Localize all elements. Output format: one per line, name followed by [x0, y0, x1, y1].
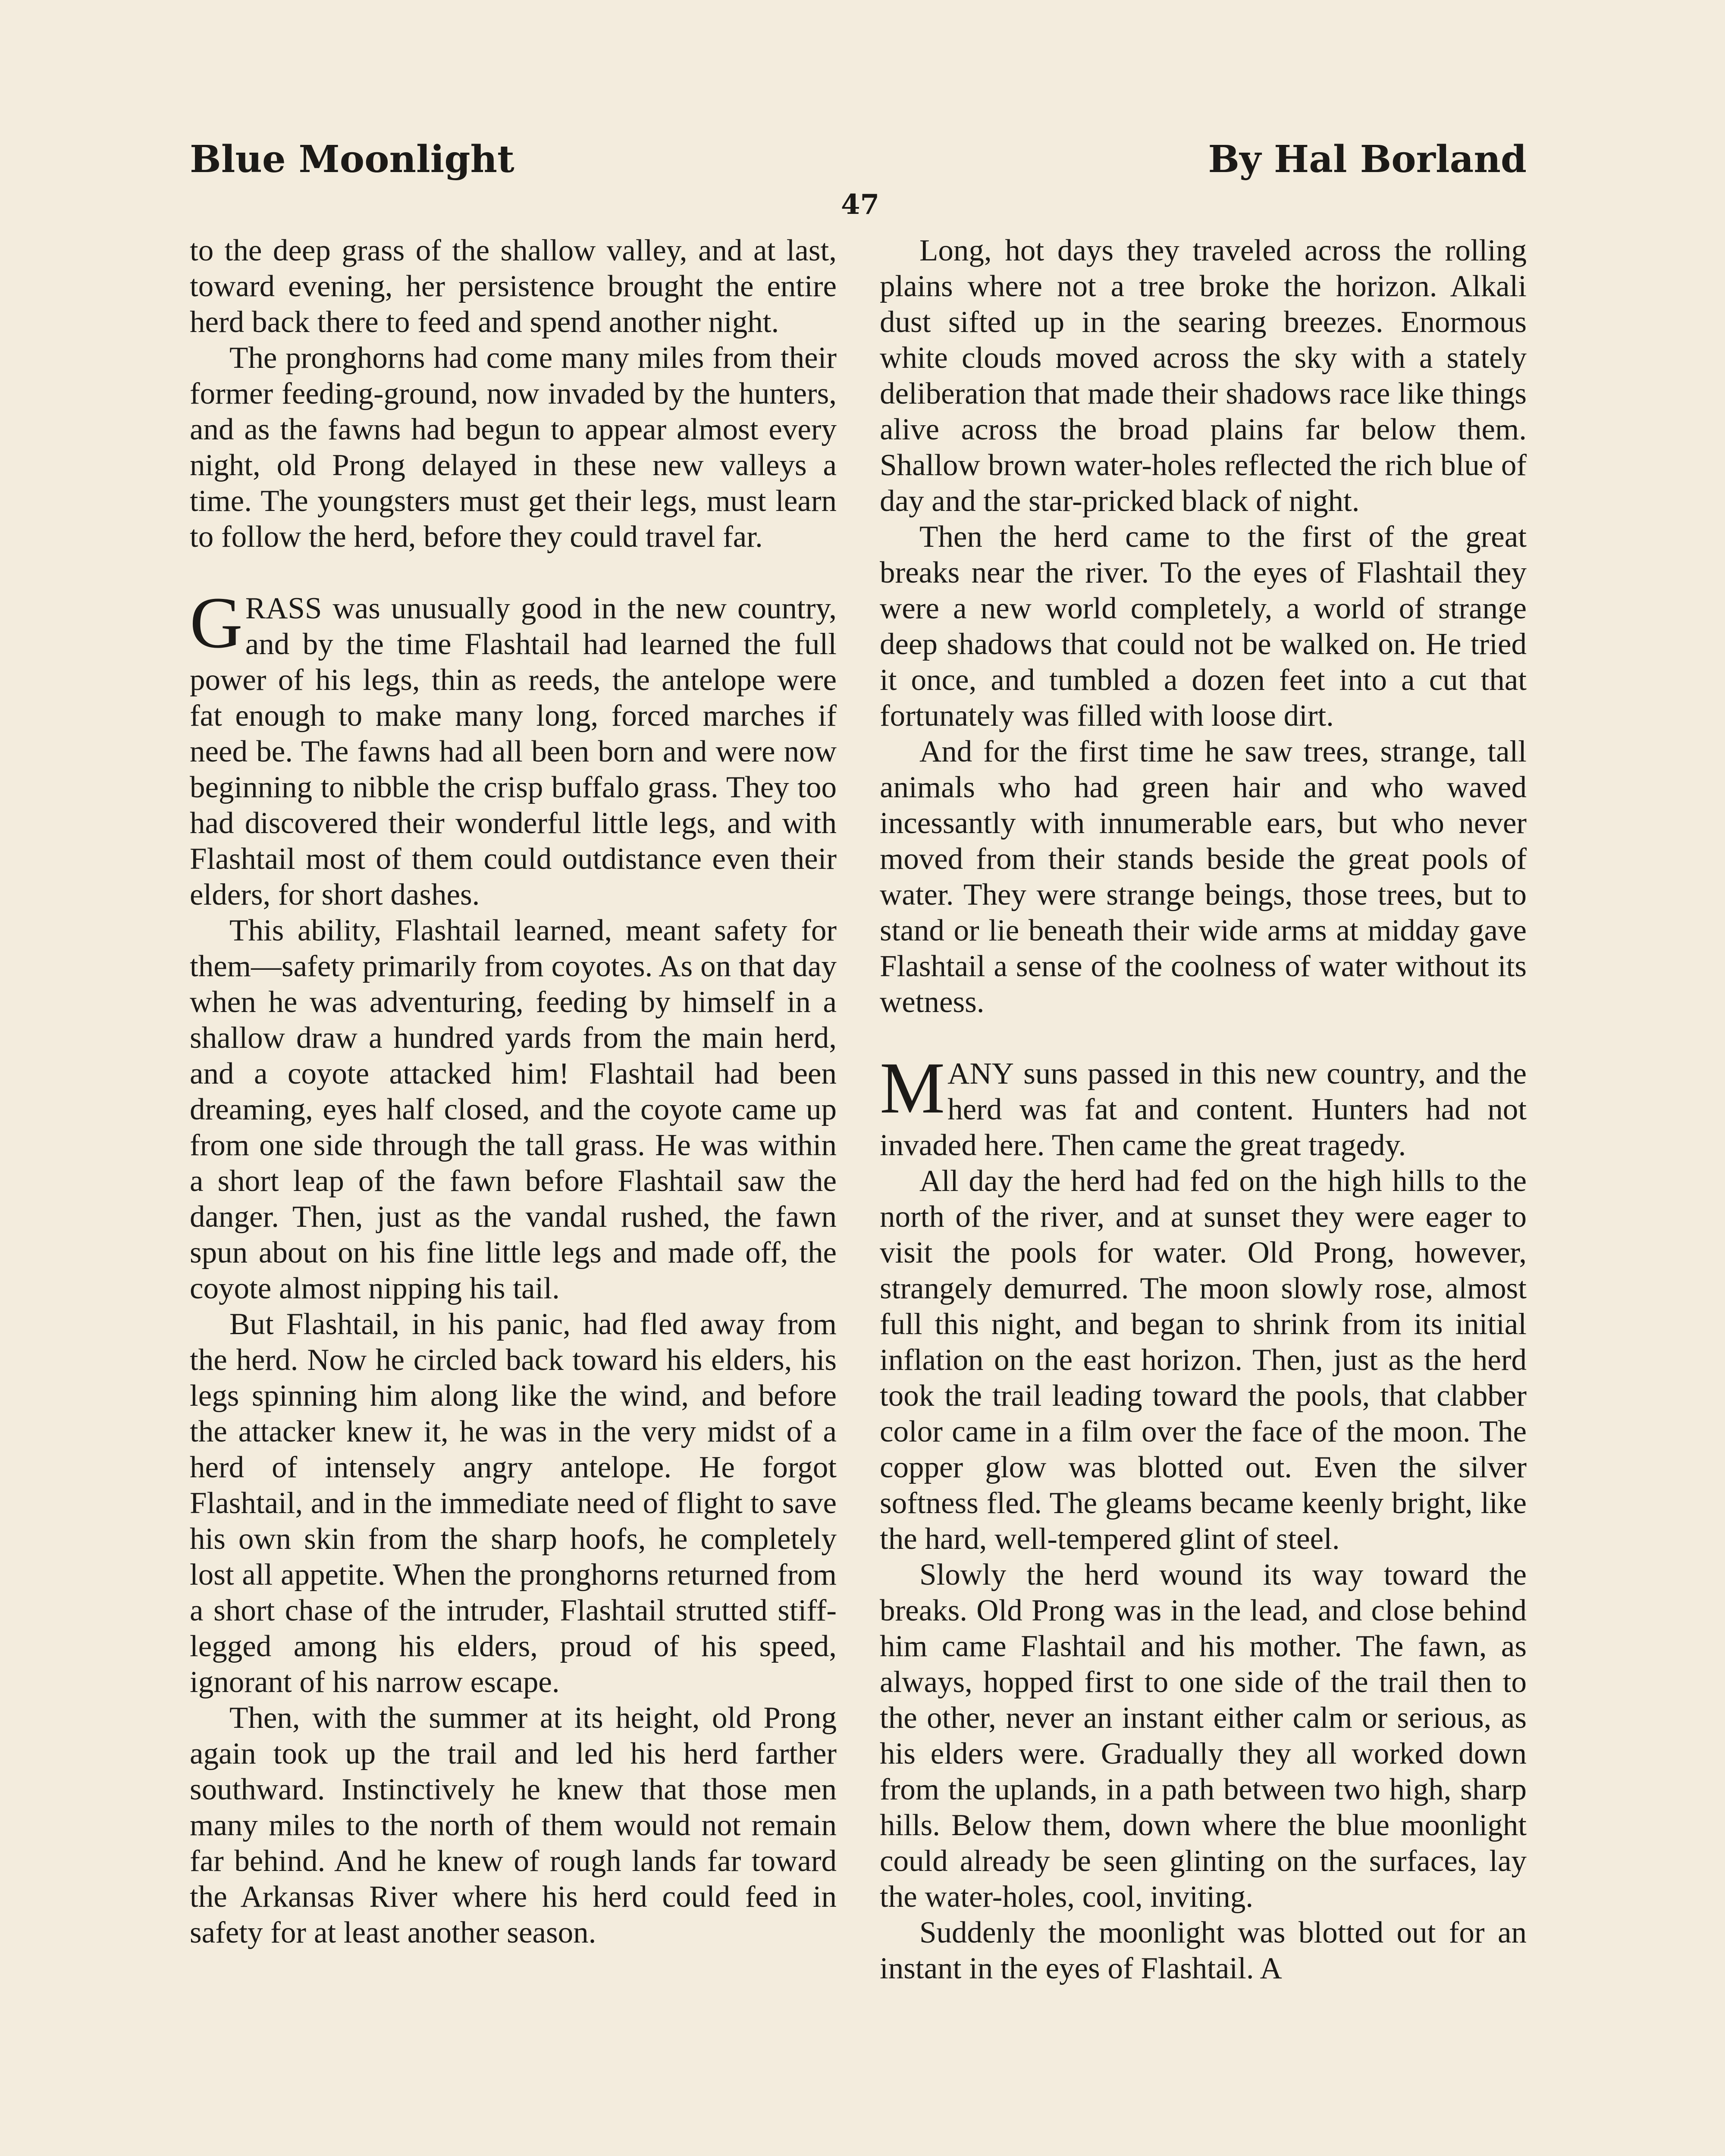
lead-in: RASS	[245, 592, 322, 625]
paragraph: The pronghorns had come many miles from their former feeding-ground, now invaded by the hunters, and as the fawns had begun to appear almost every night, old Prong delayed in these new valleys a time. The youngsters must get their legs, must learn to follow the herd, before they could travel far.	[190, 341, 837, 554]
paragraph: Slowly the herd wound its way toward the breaks. Old Prong was in the lead, and close behind him came Flashtail and his mother. The fawn, as always, hopped first to one side of the trail then to the other, never an instant either calm or serious, as his elders were. Gradually they all worked down from the uplands, in a path between two high, sharp hills. Below them, down where the blue moonlight could already be seen glinting on the surfaces, lay the water-holes, cool, inviting.	[880, 1558, 1527, 1914]
paragraph: And for the first time he saw trees, strange, tall animals who had green hair and who waved incessantly with innumerable ears, but who never moved from their stands beside the great pools of water. They were strange beings, those trees, but to stand or lie beneath their wide arms at midday gave Flashtail a sense of the coolness of water without its wetness.	[880, 735, 1527, 1019]
page-number: 47	[841, 188, 880, 221]
paragraph: to the deep grass of the shallow valley, and at last, toward evening, her persistence brought the entire herd back there to feed and spend another night.	[190, 234, 837, 339]
left-column	[190, 233, 837, 2156]
section-paragraph	[880, 1047, 1527, 1163]
drop-cap: G	[190, 582, 243, 663]
paragraph: All day the herd had fed on the high hills to the north of the river, and at sunset they were eager to visit the pools for water. Old Prong, however, strangely demurred. The moon slowly rose, almost full this night, and began to shrink from its initial inflation on the east horizon. Then, just as the herd took the trail leading toward the pools, that clabber color came in a film over the face of the moon. The copper glow was blotted out. Even the silver softness fled. The gleams became keenly bright, like the hard, well-tempered glint of steel.	[880, 1164, 1527, 1556]
right-column	[880, 233, 1527, 2156]
running-head	[190, 134, 1527, 194]
paragraph-text: suns passed in this new country, and the herd was fat and content. Hunters had not invaded here. Then came the great tragedy.	[880, 1057, 1527, 1162]
paragraph: But Flashtail, in his panic, had fled away from the herd. Now he circled back toward his elders, his legs spinning him along like the wind, and before the attacker knew it, he was in the very midst of a herd of intensely angry antelope. He forgot Flashtail, and in the immediate need of flight to save his own skin from the sharp hoofs, he completely lost all appetite. When the pronghorns returned from a short chase of the intruder, Flashtail strutted stiff-legged among his elders, proud of his speed, ignorant of his narrow escape.	[190, 1307, 837, 1699]
drop-cap: M	[880, 1047, 945, 1128]
paragraph: Suddenly the moonlight was blotted out for an instant in the eyes of Flashtail. A	[880, 1916, 1527, 1985]
paragraph: Then, with the summer at its height, old Prong again took up the trail and led his herd farther southward. Instinctively he knew that those men many miles to the north of them would not remain far behind. And he knew of rough lands far toward the Arkansas River where his herd could feed in safety for at least another season.	[190, 1701, 837, 1949]
lead-in: ANY	[947, 1057, 1014, 1091]
paragraph: Long, hot days they traveled across the rolling plains where not a tree broke the horizon. Alkali dust sifted up in the searing breezes. Enormous white clouds moved across the sky with a stately deliberation that made their shadows race like things alive across the broad plains far below them. Shallow brown water-holes reflected the rich blue of day and the star-pricked black of night.	[880, 234, 1527, 518]
paragraph-text: was unusually good in the new country, and by the time Flashtail had learned the full power of his legs, thin as reeds, the antelope were fat enough to make many long, forced marches if need be. The fawns had all been born and were now beginning to nibble the crisp buffalo grass. They too had discovered their wonderful little legs, and with Flashtail most of them could outdistance even their elders, for short dashes.	[190, 592, 837, 912]
paragraph: This ability, Flashtail learned, meant safety for them—safety primarily from coyotes. As on that day when he was adventuring, feeding by himself in a shallow draw a hundred yards from the main herd, and a coyote attacked him! Flashtail had been dreaming, eyes half closed, and the coyote came up from one side through the tall grass. He was within a short leap of the fawn before Flashtail saw the danger. Then, just as the vandal rushed, the fawn spun about on his fine little legs and made off, the coyote almost nipping his tail.	[190, 914, 837, 1305]
story-title: Blue Moonlight	[190, 138, 514, 181]
paragraph: Then the herd came to the first of the great breaks near the river. To the eyes of Flashtail they were a new world completely, a world of strange deep shadows that could not be walked on. He tried it once, and tumbled a dozen feet into a cut that fortunately was filled with loose dirt.	[880, 520, 1527, 733]
section-paragraph	[190, 582, 837, 913]
story-author: By Hal Borland	[1208, 138, 1527, 181]
